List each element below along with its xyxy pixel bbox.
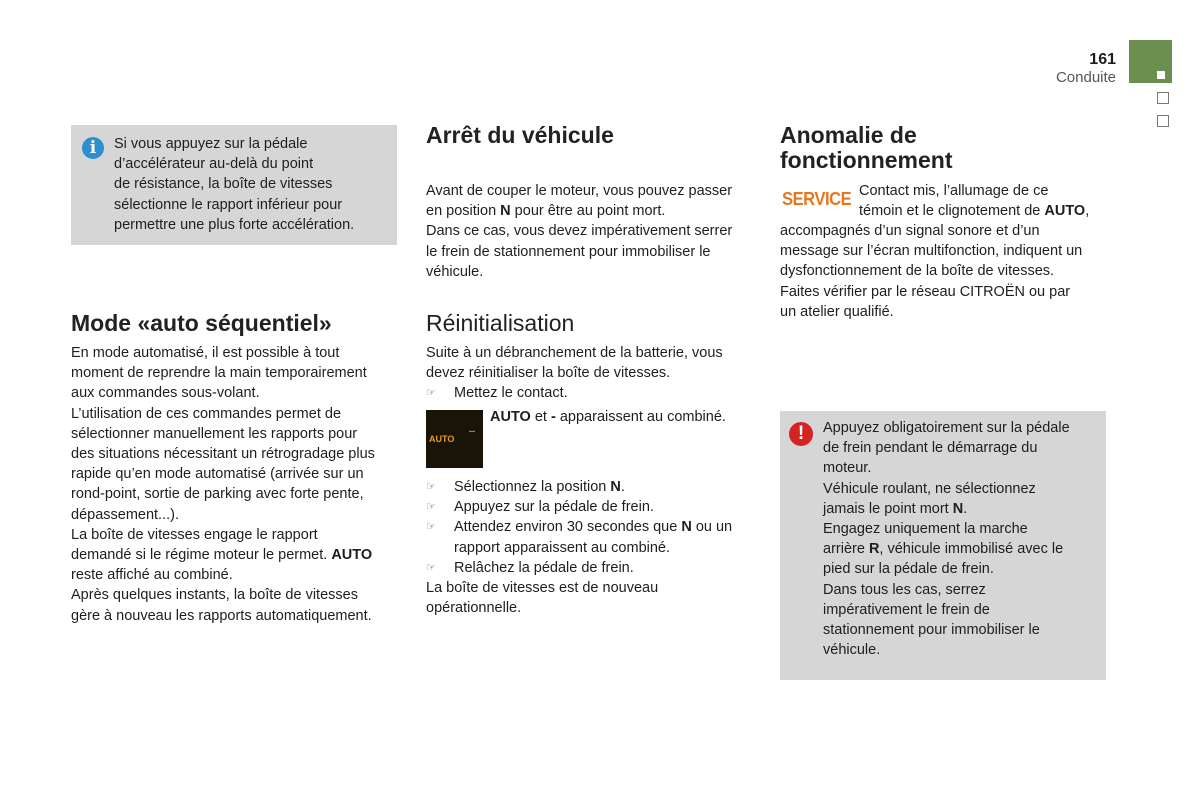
text-span: Attendez environ 30 secondes que [454, 519, 682, 536]
text-line: véhicule. [823, 642, 881, 659]
step-item [426, 558, 766, 578]
section-title-anomalie [780, 123, 1110, 173]
display-auto-label: AUTO [429, 434, 455, 444]
text-line: Avant de couper le moteur, vous pouvez passer [426, 183, 733, 199]
step-item [426, 497, 766, 517]
text-line: gère à nouveau les rapports automatiquement. [71, 607, 372, 624]
text-line: aux commandes sous-volant. [71, 385, 260, 402]
hand-pointer-icon: ☞ [426, 387, 436, 400]
text-line: moteur. [823, 460, 872, 477]
text-line: de résistance, la boîte de vitesses [114, 176, 333, 193]
text-span: rapport apparaissent au combiné. [454, 539, 671, 556]
text-line: Après quelques instants, la boîte de vitesses [71, 587, 358, 604]
text-span: Sélectionnez la position [454, 479, 611, 495]
gear-keyword: N [952, 500, 964, 517]
chapter-tab-box [1157, 92, 1169, 104]
text-line: rapide qu’en mode automatisé (arrivée sur un [71, 466, 364, 483]
hand-pointer-icon: ☞ [426, 481, 436, 493]
mode-section-body [71, 343, 406, 626]
display-caption [490, 407, 760, 427]
step-text [454, 477, 625, 497]
text-line: dysfonctionnement de la boîte de vitesses. [780, 263, 1055, 280]
title-line: fonctionnement [780, 147, 953, 173]
gear-keyword: R [868, 541, 880, 558]
hand-pointer-icon: ☞ [426, 521, 436, 534]
text-line: permettre une plus forte accélération. [114, 216, 355, 233]
text-line: Véhicule roulant, ne sélectionnez [823, 480, 1036, 497]
reinit-intro [426, 343, 761, 404]
section-title-arret: Arrêt du véhicule [426, 122, 614, 148]
text-line: Faites vérifier par le réseau CITROËN ou par [780, 283, 1071, 300]
text-line: d’accélérateur au-delà du point [114, 156, 314, 173]
text-line: des situations nécessitant un rétrogradage plus [71, 446, 375, 463]
section-name: Conduite [1055, 69, 1116, 86]
text-line: La boîte de vitesses est de nouveau [426, 580, 659, 597]
step-item [426, 477, 766, 497]
display-dash-label: -- [469, 426, 475, 436]
text-line: Appuyez obligatoirement sur la pédale [823, 420, 1070, 436]
text-line: véhicule. [426, 263, 484, 280]
text-span: , [1085, 203, 1090, 220]
text-line: sélectionne le rapport inférieur pour [114, 196, 343, 213]
text-span: ou un [691, 519, 733, 536]
gear-keyword: N [681, 519, 692, 536]
text-line [490, 407, 760, 427]
text-line: impérativement le frein de [823, 601, 990, 618]
text-line: Engagez uniquement la marche [823, 521, 1028, 538]
text-line: message sur l’écran multifonction, indiquent un [780, 243, 1083, 260]
reinit-steps [426, 477, 766, 618]
text-line: stationnement pour immobiliser le [823, 622, 1040, 639]
text-line: un atelier qualifié. [780, 303, 894, 320]
page-number: 161 [1089, 51, 1116, 68]
step-item [426, 383, 761, 403]
text-span: . [963, 500, 968, 517]
text-span: pour être au point mort. [510, 203, 666, 220]
text-line: Contact mis, l’allumage de ce [859, 183, 1049, 199]
text-span: témoin et le clignotement de [859, 203, 1045, 220]
chapter-tab-box [1157, 115, 1169, 127]
title-line: Anomalie de [780, 122, 917, 148]
text-line: accompagnés d’un signal sonore et d’un [780, 223, 1040, 239]
auto-keyword: AUTO [331, 547, 373, 564]
hand-pointer-icon: ☞ [426, 561, 436, 574]
auto-keyword: AUTO [490, 409, 531, 425]
text-span: en position [426, 203, 501, 220]
auto-keyword: AUTO [1044, 203, 1086, 220]
section-title-mode: Mode «auto séquentiel» [71, 310, 332, 336]
tab-marker-icon [1157, 71, 1165, 79]
text-line: opérationnelle. [426, 600, 522, 617]
text-line: moment de reprendre la main temporairement [71, 365, 367, 382]
step-text: Appuyez sur la pédale de frein. [454, 499, 654, 516]
text-line: Dans ce cas, vous devez impérativement serrer [426, 223, 733, 240]
text-line [426, 201, 761, 221]
text-span: et [530, 409, 551, 425]
text-line: Si vous appuyez sur la pédale [114, 136, 308, 152]
text-line: devez réinitialiser la boîte de vitesses. [426, 365, 671, 382]
anomalie-body [780, 221, 1120, 322]
warning-box-text [823, 418, 1103, 660]
anomalie-intro [859, 181, 1119, 221]
text-span: apparaissent au combiné. [555, 409, 726, 425]
text-line: L’utilisation de ces commandes permet de [71, 405, 342, 422]
text-line: reste affiché au combiné. [71, 567, 233, 584]
hand-pointer-icon: ☞ [426, 501, 436, 514]
text-line [71, 545, 406, 565]
text-line [823, 499, 1103, 519]
text-line: de frein pendant le démarrage du [823, 440, 1038, 457]
text-line: sélectionner manuellement les rapports pour [71, 425, 358, 442]
text-span: jamais le point mort [823, 500, 953, 517]
text-line: La boîte de vitesses engage le rapport [71, 526, 318, 543]
step-text: Relâchez la pédale de frein. [454, 559, 634, 576]
text-line [823, 539, 1103, 559]
text-span: demandé si le régime moteur le permet. [71, 547, 332, 564]
step-text [454, 517, 732, 557]
step-text: Mettez le contact. [454, 385, 568, 402]
warning-icon: ! [789, 422, 813, 446]
step-item [426, 517, 766, 557]
text-line [859, 201, 1119, 221]
text-line: rond-point, sortie de parking avec forte pente, [71, 486, 364, 503]
text-line: le frein de stationnement pour immobiliser le [426, 243, 711, 260]
text-span: arrière [823, 541, 869, 558]
gear-keyword: N [500, 203, 511, 220]
text-line: Suite à un débranchement de la batterie, vous [426, 345, 723, 361]
arret-section-body [426, 181, 761, 282]
text-line: En mode automatisé, il est possible à tout [71, 345, 340, 361]
dash-keyword: - [550, 409, 556, 425]
text-line: dépassement...). [71, 506, 179, 523]
dashboard-display [426, 410, 483, 468]
info-box-text [114, 134, 394, 235]
info-icon: i [82, 137, 104, 159]
text-span: . [620, 479, 625, 495]
chapter-tab-active [1129, 40, 1172, 83]
text-span: , véhicule immobilisé avec le [879, 541, 1064, 558]
text-line: Dans tous les cas, serrez [823, 581, 986, 598]
gear-keyword: N [610, 479, 621, 495]
text-line: pied sur la pédale de frein. [823, 561, 994, 578]
service-warning-icon: SERVICE [782, 189, 852, 209]
section-title-reinit: Réinitialisation [426, 310, 575, 336]
